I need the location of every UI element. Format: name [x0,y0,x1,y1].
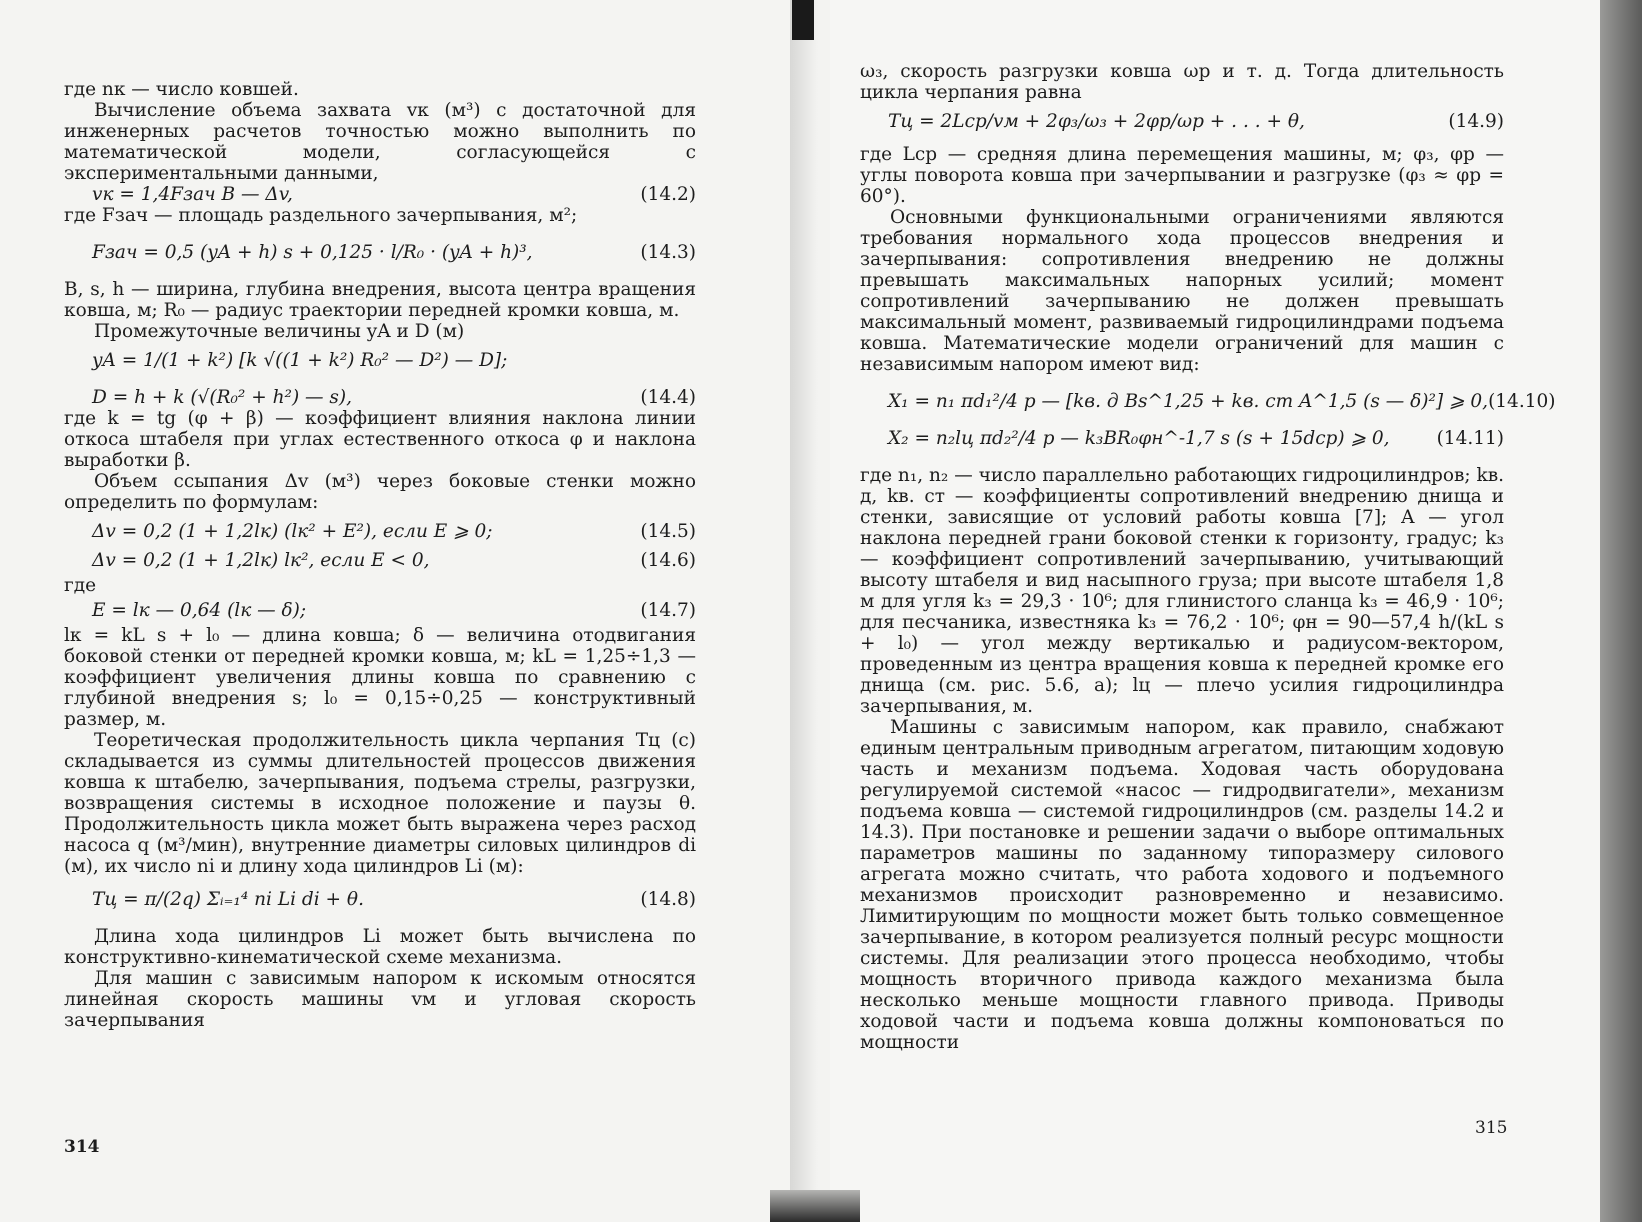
formula-14-5 [64,521,696,542]
formula-text: D = h + k (√(R₀² + h²) — s), [92,387,353,408]
paragraph: где Fзач — площадь раздельного зачерпывания, м²; [64,205,578,226]
equation-number: (14.11) [1436,428,1504,449]
formula-text: Tц = π/(2q) Σᵢ₌₁⁴ ni Li di + θ. [92,889,364,910]
formula-14-2 [64,184,696,205]
formula-14-7 [64,600,696,621]
paragraph: где nк — число ковшей. [64,79,299,100]
formula-text: Fзач = 0,5 (yA + h) s + 0,125 · l/R₀ · (yA + h)³, [92,242,533,263]
paragraph: Объем ссыпания Δv (м³) через боковые стенки можно определить по формулам: [64,471,696,513]
page-edge-shadow [1600,0,1642,1222]
paragraph: где k = tg (φ + β) — коэффициент влияния наклона линии откоса штабеля при углах естественного откоса φ и наклона выработки β. [64,408,696,471]
formula-14-4 [64,387,696,408]
formula-text: vк = 1,4Fзач B — Δv, [92,184,293,205]
formula-14-6 [64,550,696,571]
paragraph: Вычисление объема захвата vк (м³) с достаточной для инженерных расчетов точностью можно выполнить по математической модели, согласующейся с экспериментальными данными, [64,100,696,184]
page-number-right: 315 [1475,1118,1508,1138]
formula-ya [64,350,696,371]
equation-number: (14.8) [640,889,696,910]
paragraph: Основными функциональными ограничениями являются требования нормального хода процессов внедрения и зачерпывания: сопротивления внедрению не должны превышать максимальных напорных усилий; момент сопротивлений зачерпыванию не должен превышать максимальный момент, развиваемый гидроцилиндрами подъема ковша. Математические модели ограничений для машин с независимым напором имеют вид: [860,207,1504,375]
equation-number: (14.7) [640,600,696,621]
formula-text: Δv = 0,2 (1 + 1,2lк) (lк² + E²), если E ⩾ 0; [92,521,493,542]
formula-text: yA = 1/(1 + k²) [k √((1 + k²) R₀² — D²) — D]; [92,350,508,371]
paragraph: где [64,575,97,596]
formula-14-10 [860,391,1556,412]
formula-text: X₁ = n₁ πd₁²/4 p — [kв. д Bs^1,25 + kв. ст A^1,5 (s — δ)²] ⩾ 0, [888,391,1489,412]
paragraph: Промежуточные величины yA и D (м) [94,321,465,342]
equation-number: (14.2) [640,184,696,205]
equation-number: (14.4) [640,387,696,408]
paragraph: где Lср — средняя длина перемещения машины, м; φ₃, φр — углы поворота ковша при зачерпывании и разгрузке (φ₃ ≈ φр = 60°). [860,144,1504,207]
equation-number: (14.5) [640,521,696,542]
right-text-column [860,61,1556,1053]
paragraph: где n₁, n₂ — число параллельно работающих гидроцилиндров; kв. д, kв. ст — коэффициенты сопротивлений внедрению днища и стенки, зависящие от условий работы ковша [7]; A — угол наклона передней грани боковой стенки к горизонту, градус; k₃ — коэффициент сопротивлений зачерпыванию, учитывающий высоту штабеля и вид насыпного груза; при высоте штабеля 1,8 м для угля k₃ = 29,3 · 10⁶; для глинистого сланца k₃ = 46,9 · 10⁶; для песчаника, известняка k₃ = 76,2 · 10⁶; φн = 90—57,4 h/(kL s + l₀) — угол между вертикалью и радиусом-вектором, проведенным из центра вращения ковша к передней кромке его днища (см. рис. 5.6, a); lц — плечо усилия гидроцилиндра зачерпывания, м. [860,465,1504,717]
gutter-dark-bottom [770,1190,860,1222]
formula-text: X₂ = n₂lц πd₂²/4 p — k₃BR₀φн^-1,7 s (s + 15dср) ⩾ 0, [888,428,1390,449]
formula-text: E = lк — 0,64 (lк — δ); [92,600,307,621]
left-text-column [64,79,696,1031]
formula-14-11 [860,428,1504,449]
paragraph: Теоретическая продолжительность цикла черпания Tц (с) складывается из суммы длительностей процессов движения ковша к штабелю, зачерпывания, подъема стрелы, разгрузки, возвращения системы в исходное положение и паузы θ. Продолжительность цикла может быть выражена через расход насоса q (м³/мин), внутренние диаметры силовых цилиндров di (м), их число ni и длину хода цилиндров Li (м): [64,730,696,877]
formula-14-3 [64,242,696,263]
equation-number: (14.10) [1488,391,1556,412]
paragraph: Длина хода цилиндров Li может быть вычислена по конструктивно-кинематической схеме механизма. [64,926,696,968]
formula-14-8 [64,889,696,910]
equation-number: (14.3) [640,242,696,263]
paragraph: ω₃, скорость разгрузки ковша ωр и т. д. Тогда длительность цикла черпания равна [860,61,1504,103]
paragraph: Для машин с зависимым напором к искомым относятся линейная скорость машины vм и угловая скорость зачерпывания [64,968,696,1031]
equation-number: (14.6) [640,550,696,571]
equation-number: (14.9) [1448,111,1504,132]
book-gutter [790,0,830,1222]
paragraph: Машины с зависимым напором, как правило, снабжают единым центральным приводным агрегатом, питающим ходовую часть и механизм подъема. Ходовая часть оборудована регулируемой системой «насос — гидродвигатели», механизм подъема ковша — системой гидроцилиндров (см. разделы 14.2 и 14.3). При постановке и решении задачи о выборе оптимальных параметров машины по заданному типоразмеру силового агрегата можно считать, что работа ходового и подъемного механизмов происходит разновременно и независимо. Лимитирующим по мощности может быть только совмещенное зачерпывание, в котором реализуется полный ресурс мощности системы. Для реализации этого процесса необходимо, чтобы мощность вторичного привода каждого механизма была несколько меньше мощности главного привода. Приводы ходовой части и подъема ковша должны компоноваться по мощности [860,717,1504,1053]
formula-text: Δv = 0,2 (1 + 1,2lк) lк², если E < 0, [92,550,430,571]
paragraph: lк = kL s + l₀ — длина ковша; δ — величина отодвигания боковой стенки от передней кромки ковша, м; kL = 1,25÷1,3 — коэффициент увеличения длины ковша по сравнению с глубиной внедрения s; l₀ = 0,15÷0,25 — конструктивный размер, м. [64,625,696,730]
paragraph: B, s, h — ширина, глубина внедрения, высота центра вращения ковша, м; R₀ — радиус траектории передней кромки ковша, м. [64,279,696,321]
gutter-dark-top [792,0,814,40]
formula-text: Tц = 2Lср/vм + 2φ₃/ω₃ + 2φр/ωр + . . . + θ, [888,111,1305,132]
formula-14-9 [860,111,1504,132]
page-number-left: 314 [64,1137,100,1157]
